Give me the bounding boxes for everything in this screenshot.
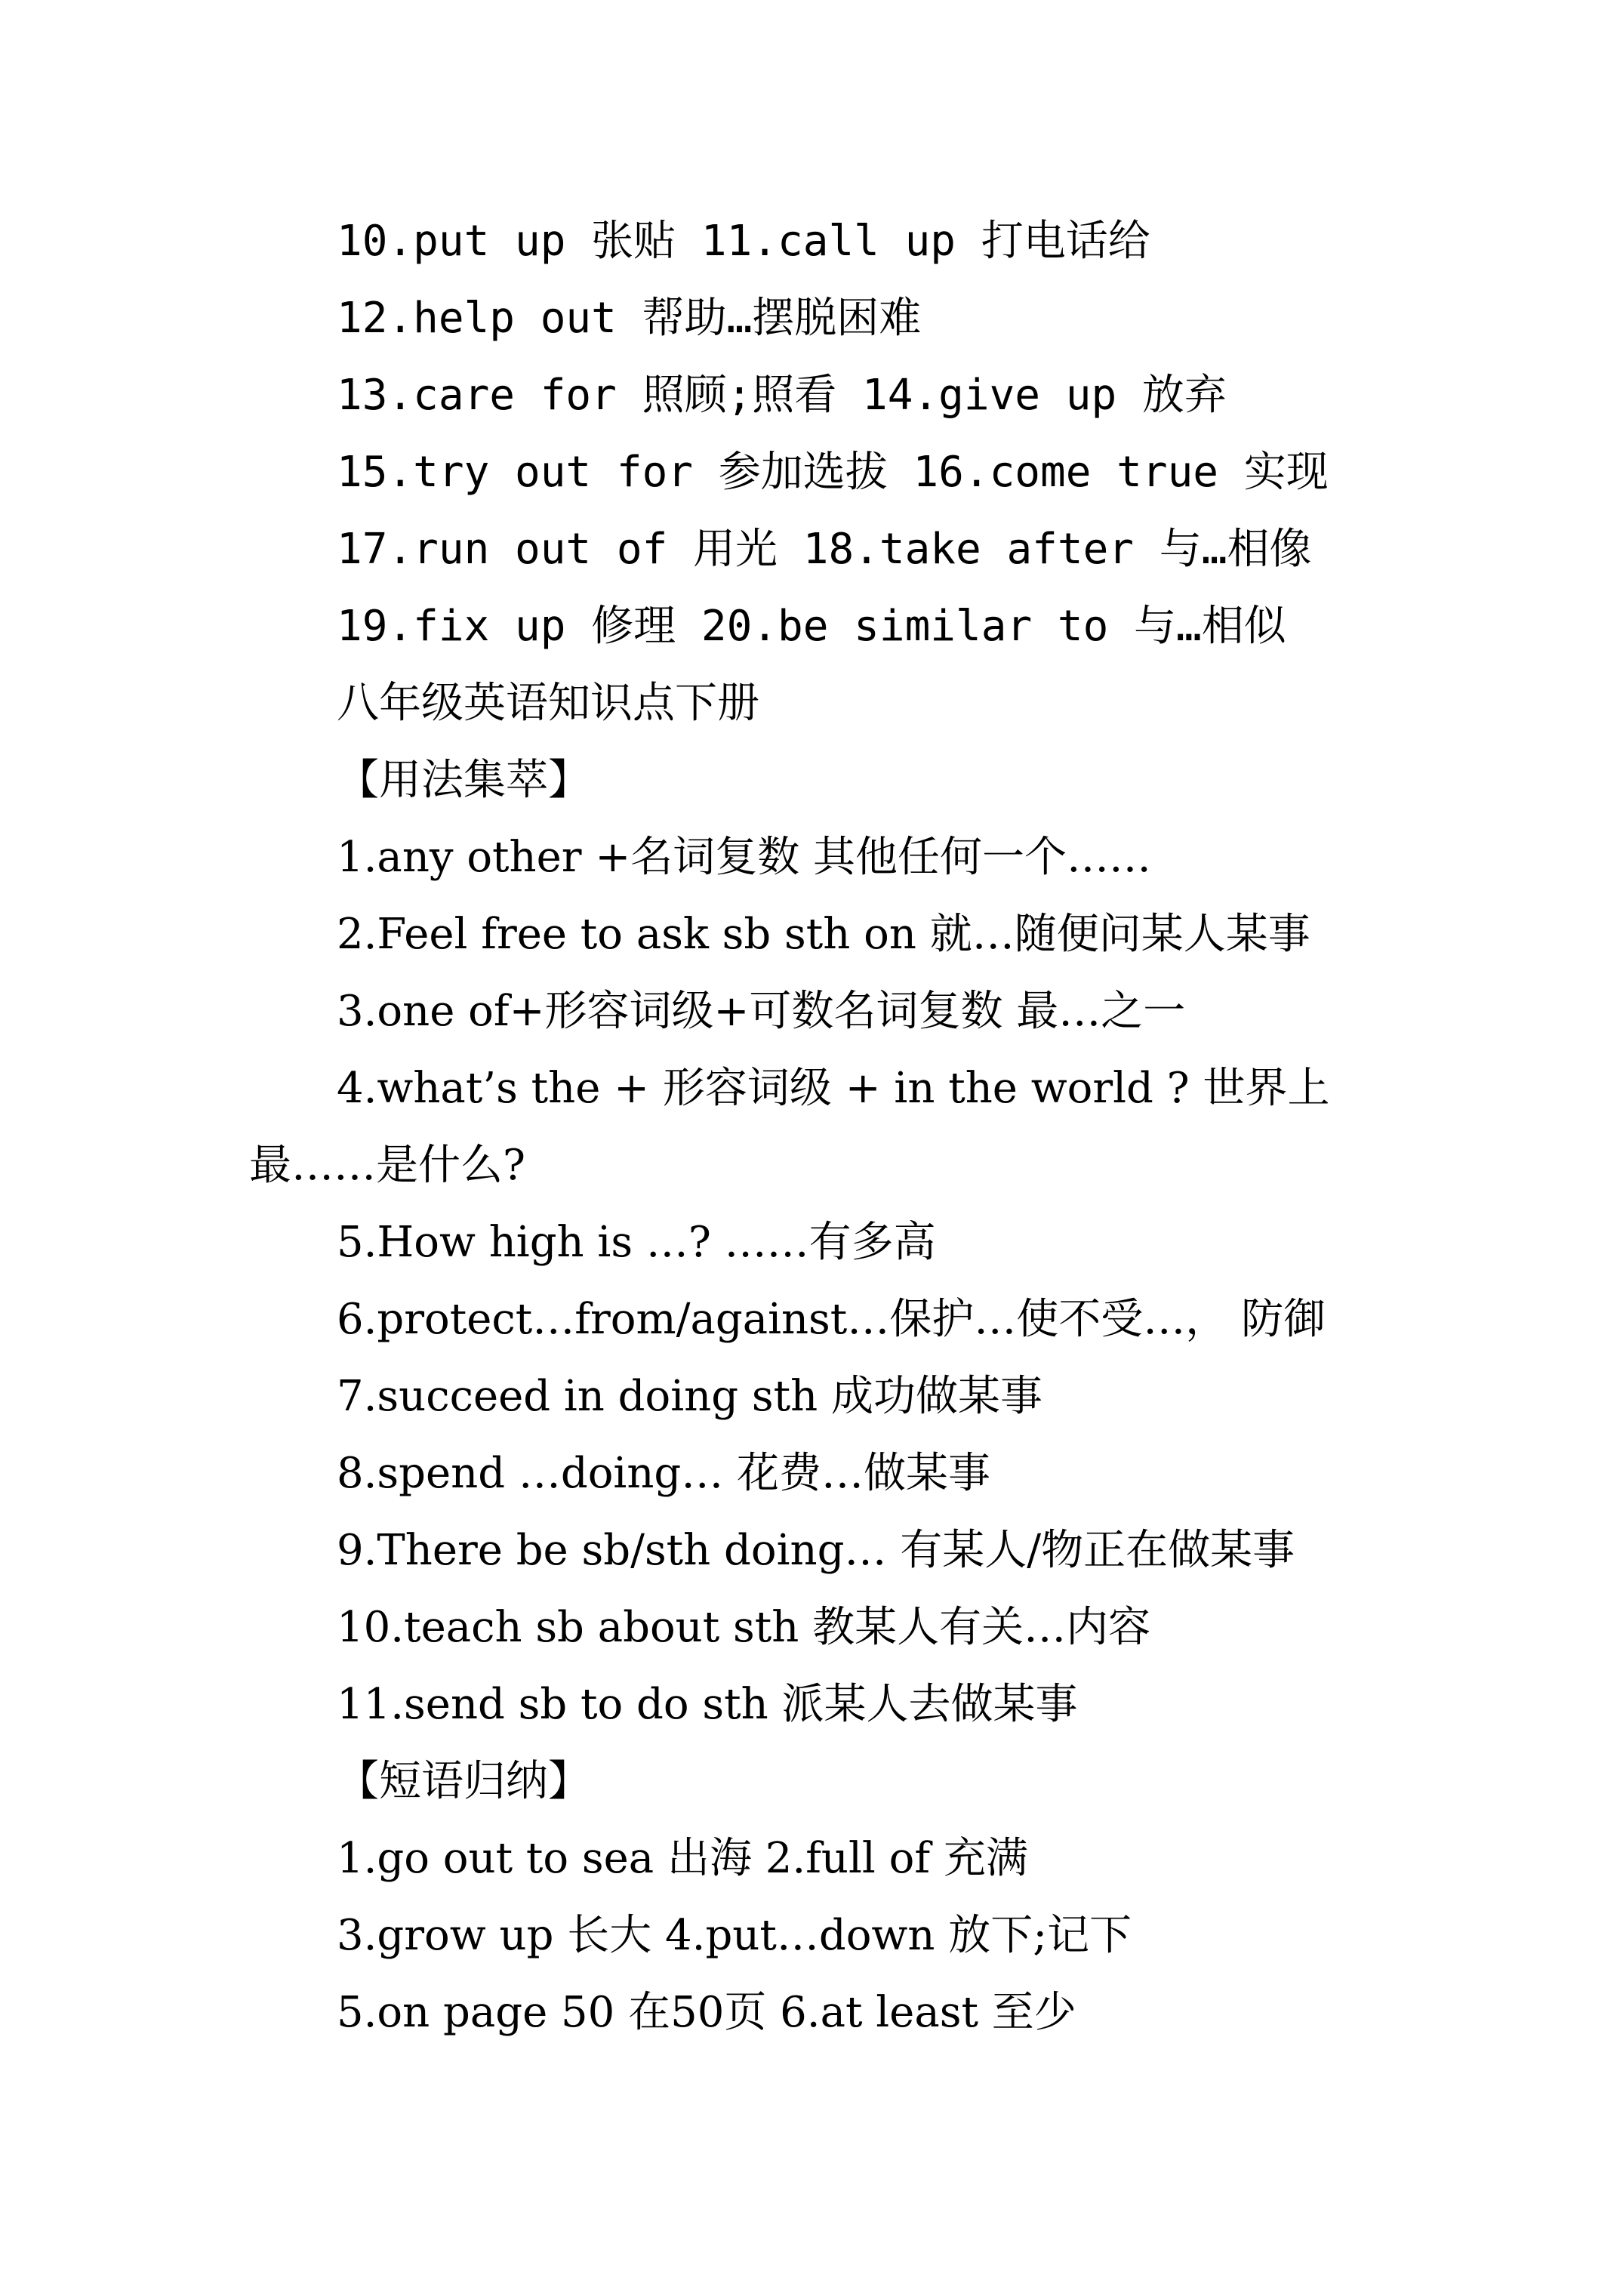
usage-item: 10.teach sb about sth 教某人有关…内容: [337, 1603, 1151, 1652]
usage-item: 2.Feel free to ask sb sth on 就…随便问某人某事: [337, 910, 1310, 959]
phrase-item: 3.grow up 长大 4.put…down 放下;记下: [337, 1911, 1132, 1960]
usage-heading: 【用法集萃】: [337, 756, 590, 805]
usage-item: 7.succeed in doing sth 成功做某事: [337, 1372, 1042, 1421]
text-line: 17.run out of 用光 18.take after 与…相像: [337, 525, 1312, 574]
usage-item-continuation: 最……是什么?: [249, 1141, 526, 1190]
section-title: 八年级英语知识点下册: [337, 679, 759, 728]
phrase-item: 5.on page 50 在50页 6.at least 至少: [337, 1988, 1076, 2037]
usage-item: 5.How high is …? ……有多高: [337, 1218, 936, 1267]
usage-item: 8.spend …doing… 花费…做某事: [337, 1449, 991, 1498]
text-line: 10.put up 张贴 11.call up 打电话给: [337, 217, 1150, 266]
usage-item: 3.one of+形容词级+可数名词复数 最…之一: [337, 987, 1186, 1036]
usage-item: 6.protect…from/against…保护…使不受…， 防御: [337, 1295, 1326, 1344]
usage-item: 1.any other +名词复数 其他任何一个……: [337, 833, 1152, 882]
phrase-item: 1.go out to sea 出海 2.full of 充满: [337, 1834, 1028, 1883]
text-line: 13.care for 照顾;照看 14.give up 放弃: [337, 371, 1227, 420]
usage-item: 11.send sb to do sth 派某人去做某事: [337, 1680, 1078, 1729]
text-line: 15.try out for 参加选拔 16.come true 实现: [337, 448, 1329, 497]
usage-item: 4.what’s the + 形容词级 + in the world ? 世界上: [337, 1064, 1330, 1113]
text-line: 12.help out 帮助…摆脱困难: [337, 294, 922, 343]
phrase-heading: 【短语归纳】: [337, 1757, 590, 1806]
usage-item: 9.There be sb/sth doing… 有某人/物正在做某事: [337, 1526, 1295, 1575]
text-line: 19.fix up 修理 20.be similar to 与…相似: [337, 602, 1286, 651]
